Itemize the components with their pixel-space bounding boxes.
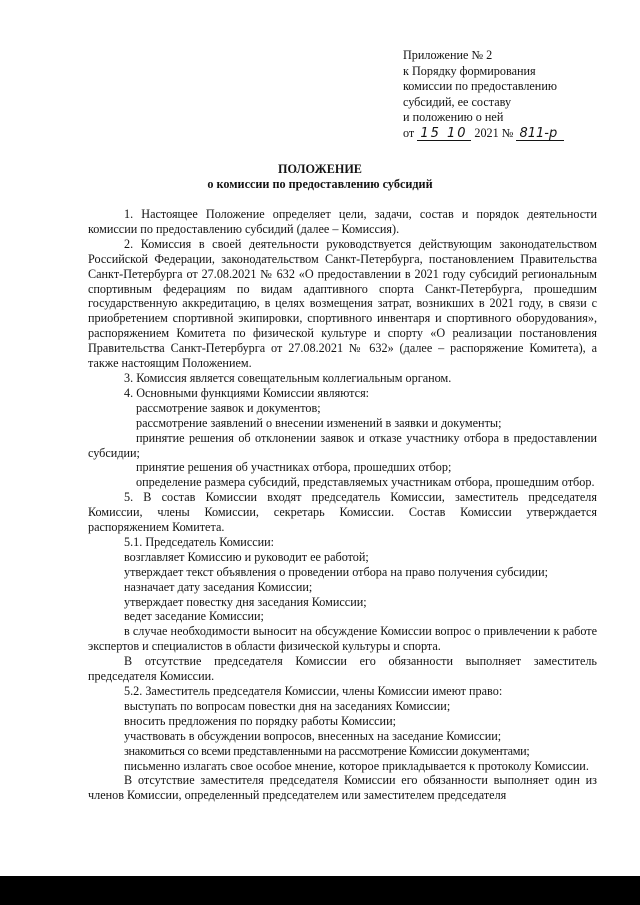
paragraph-deputy: В отсутствие председателя Комиссии его обязанности выполняет заместитель председателя Комиссии.	[88, 654, 597, 684]
paragraph-2: 2. Комиссия в своей деятельности руководствуется действующим законодательством Российской Федерации, законодательством Санкт-Петербурга, постановлением Правительства Санкт-Петербурга от 27.08.2021 № 632 «О предоставлении в 2021 году субсидий региональным спортивным федерациям по видам адаптивного спорта Санкт-Петербурга, прошедшим государственную аккредитацию, в целях возмещения затрат, возникших в 2021 году, в связи с приобретением спортивной экипировки, спортивного инвентаря и спортивного оборудования», распоряжением Комитета по физической культуре и спорту «О реализации постановления Правительства Санкт-Петербурга от 27.08.2021 № 632» (далее – распоряжение Комитета), а также настоящим Положением.	[88, 236, 597, 371]
document-title: ПОЛОЖЕНИЕ	[278, 162, 362, 176]
appendix-header	[403, 48, 623, 142]
list-item: определение размера субсидий, представляемых участникам отбора, прошедшим отбор.	[136, 475, 595, 490]
paragraph-last: В отсутствие заместителя председателя Комиссии его обязанности выполняет один из членов Комиссии, определенный председателем или заместителем председателя	[88, 773, 597, 803]
appendix-line-4: субсидий, ее составу	[403, 94, 512, 109]
appendix-line-5: и положению о ней	[403, 110, 504, 125]
paragraph-5-1: 5.1. Председатель Комиссии:	[124, 534, 275, 549]
list-item: назначает дату заседания Комиссии;	[124, 579, 313, 594]
appendix-line-3: комиссии по предоставлению	[403, 79, 557, 94]
appendix-date-line	[403, 126, 623, 142]
paragraph-4: 4. Основными функциями Комиссии являются:	[124, 385, 370, 400]
scan-bottom-border	[0, 876, 640, 905]
list-item: участвовать в обсуждении вопросов, внесенных на заседание Комиссии;	[124, 728, 502, 743]
date-prefix: от	[403, 125, 415, 140]
document-body	[88, 207, 597, 803]
list-item: возглавляет Комиссию и руководит ее работой;	[124, 549, 369, 564]
paragraph-1: 1. Настоящее Положение определяет цели, задачи, состав и порядок деятельности комиссии по предоставлению субсидий (далее – Комиссия).	[88, 207, 597, 236]
handwritten-number: 811-р	[516, 127, 564, 141]
list-item: письменно излагать свое особое мнение, которое прикладывается к протоколу Комиссии.	[124, 758, 589, 773]
list-item: принятие решения об участниках отбора, прошедших отбор;	[136, 460, 452, 475]
list-item: рассмотрение заявлений о внесении изменений в заявки и документы;	[136, 415, 502, 430]
paragraph-3: 3. Комиссия является совещательным коллегиальным органом.	[124, 370, 452, 385]
document-subtitle: о комиссии по предоставлению субсидий	[207, 177, 433, 191]
list-item: принятие решения об отклонении заявок и отказе участнику отбора в предоставлении субсидии;	[88, 430, 597, 460]
paragraph-5-2: 5.2. Заместитель председателя Комиссии, члены Комиссии имеют право:	[124, 684, 503, 698]
list-item: выступать по вопросам повестки дня на заседаниях Комиссии;	[124, 698, 451, 713]
list-item: рассмотрение заявок и документов;	[136, 400, 321, 415]
list-item: в случае необходимости выносит на обсуждение Комиссии вопрос о привлечении к работе экспертов и специалистов в области физической культуры и спорта.	[88, 624, 597, 654]
appendix-line-2: к Порядку формирования	[403, 63, 536, 78]
list-item: утверждает текст объявления о проведении отбора на право получения субсидии;	[124, 564, 548, 579]
list-item: ведет заседание Комиссии;	[124, 609, 264, 624]
list-item: вносить предложения по порядку работы Комиссии;	[124, 713, 396, 728]
handwritten-date: 15 10	[417, 127, 471, 141]
list-item: знакомиться со всеми представленными на рассмотрение Комиссии документами;	[124, 743, 530, 758]
paragraph-5: 5. В состав Комиссии входят председатель Комиссии, заместитель председателя Комиссии, члены Комиссии, секретарь Комиссии. Состав Комиссии утверждается распоряжением Комитета.	[88, 490, 597, 535]
list-item: утверждает повестку дня заседания Комиссии;	[124, 594, 367, 609]
appendix-line-1: Приложение № 2	[403, 48, 493, 62]
year-label: 2021 №	[474, 125, 514, 140]
